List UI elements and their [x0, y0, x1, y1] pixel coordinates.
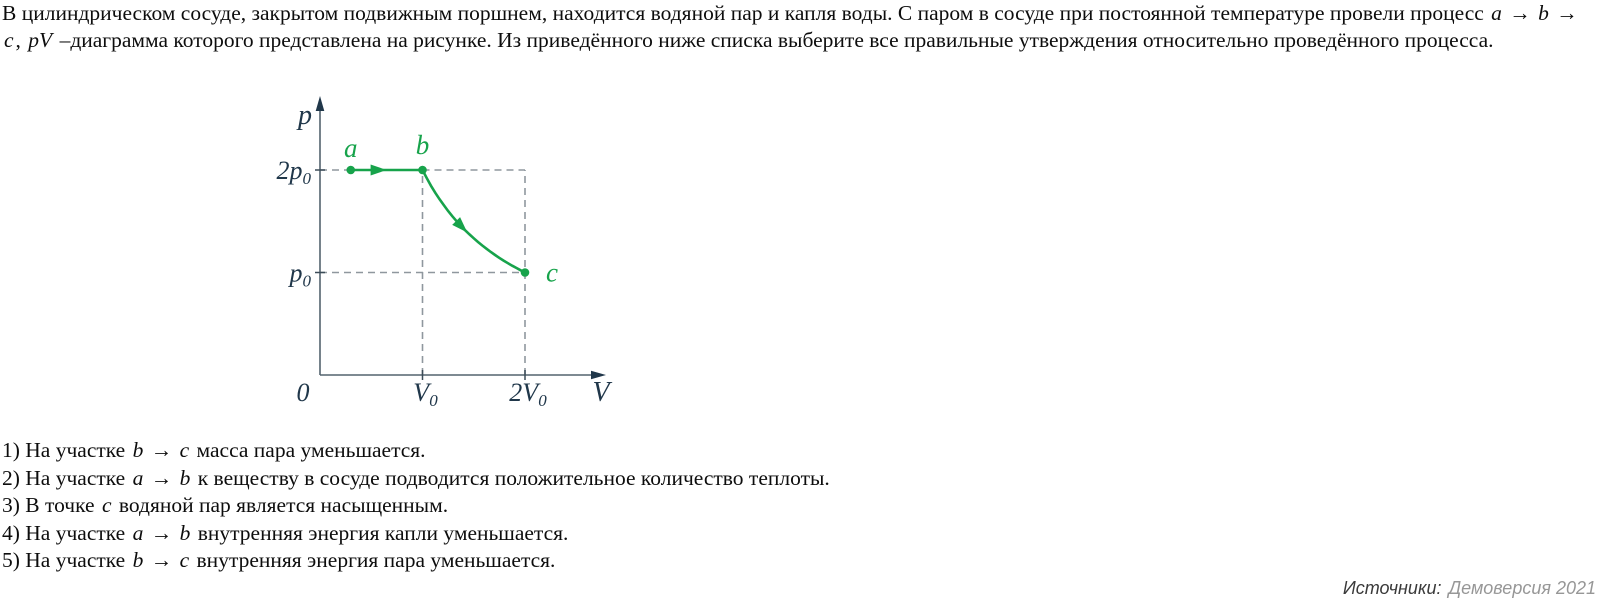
- text-run: →: [1550, 1, 1578, 25]
- text-run: В цилиндрическом сосуде, закрытом подвижным поршнем, находится водяной пар и капля воды. С паром в сосуде при постоянной температуре провели процесс: [2, 1, 1490, 25]
- text-run: →: [145, 465, 178, 490]
- point-label-b: b: [415, 130, 430, 160]
- source-line: [1343, 578, 1596, 599]
- math-var: a: [132, 520, 144, 545]
- text-run: →: [145, 438, 178, 462]
- math-var: c: [179, 548, 190, 572]
- text-run: 3) В точке: [2, 493, 100, 517]
- text-run: 4) На участке: [2, 520, 131, 545]
- text-run: 5) На участке: [2, 548, 131, 572]
- direction-arrow: [371, 165, 387, 176]
- math-var: b: [179, 520, 191, 545]
- math-var: a: [1491, 1, 1502, 25]
- y-tick-label: 2p0: [276, 156, 311, 188]
- text-run: внутренняя энергия капли уменьшается.: [192, 520, 569, 545]
- pv-diagram-svg: [270, 90, 620, 410]
- y-tick-label: p0: [289, 258, 311, 291]
- text-run: ,: [15, 28, 27, 52]
- y-axis-arrow: [316, 96, 325, 111]
- x-tick-label: V0: [413, 378, 438, 410]
- origin-label: 0: [296, 378, 310, 407]
- x-tick-label: 2V0: [509, 378, 547, 410]
- text-run: внутренняя энергия пара уменьшается.: [191, 548, 556, 572]
- text-run: →: [1503, 1, 1537, 25]
- statement-item: [2, 520, 830, 548]
- text-run: →: [145, 520, 178, 545]
- point-a: [346, 166, 355, 175]
- x-axis-title: V: [592, 377, 610, 408]
- point-b: [418, 166, 427, 175]
- statements-list: [2, 437, 830, 575]
- y-axis-title: p: [298, 100, 312, 131]
- text-run: →: [145, 548, 178, 572]
- statement-item: [2, 492, 830, 520]
- pv-diagram: [270, 90, 620, 410]
- problem-statement: [2, 0, 1597, 54]
- point-label-c: c: [546, 257, 558, 288]
- process-segment-b-c: [423, 170, 526, 273]
- text-run: масса пара уменьшается.: [191, 438, 426, 462]
- math-var: b: [132, 548, 144, 572]
- math-var: pV: [28, 28, 53, 52]
- point-c: [521, 268, 530, 277]
- math-var: c: [4, 28, 14, 52]
- math-var: c: [101, 493, 112, 517]
- math-var: b: [1538, 1, 1549, 25]
- math-var: b: [179, 465, 191, 490]
- source-link[interactable]: Демоверсия 2021: [1448, 578, 1596, 598]
- math-var: c: [179, 438, 190, 462]
- statement-item: [2, 547, 830, 575]
- point-label-a: a: [344, 133, 358, 163]
- text-run: водяной пар является насыщенным.: [113, 493, 449, 517]
- math-var: a: [132, 465, 144, 490]
- source-label: Источники:: [1342, 578, 1442, 598]
- statement-item: [2, 465, 830, 493]
- text-run: 1) На участке: [2, 438, 131, 462]
- text-run: –диаграмма которого представлена на рисунке. Из приведённого ниже списка выберите все правильные утверждения относительно проведённого процесса.: [54, 28, 1494, 52]
- text-run: к веществу в сосуде подводится положительное количество теплоты.: [192, 465, 830, 490]
- text-run: 2) На участке: [2, 465, 131, 490]
- math-var: b: [132, 438, 144, 462]
- statement-item: [2, 437, 830, 465]
